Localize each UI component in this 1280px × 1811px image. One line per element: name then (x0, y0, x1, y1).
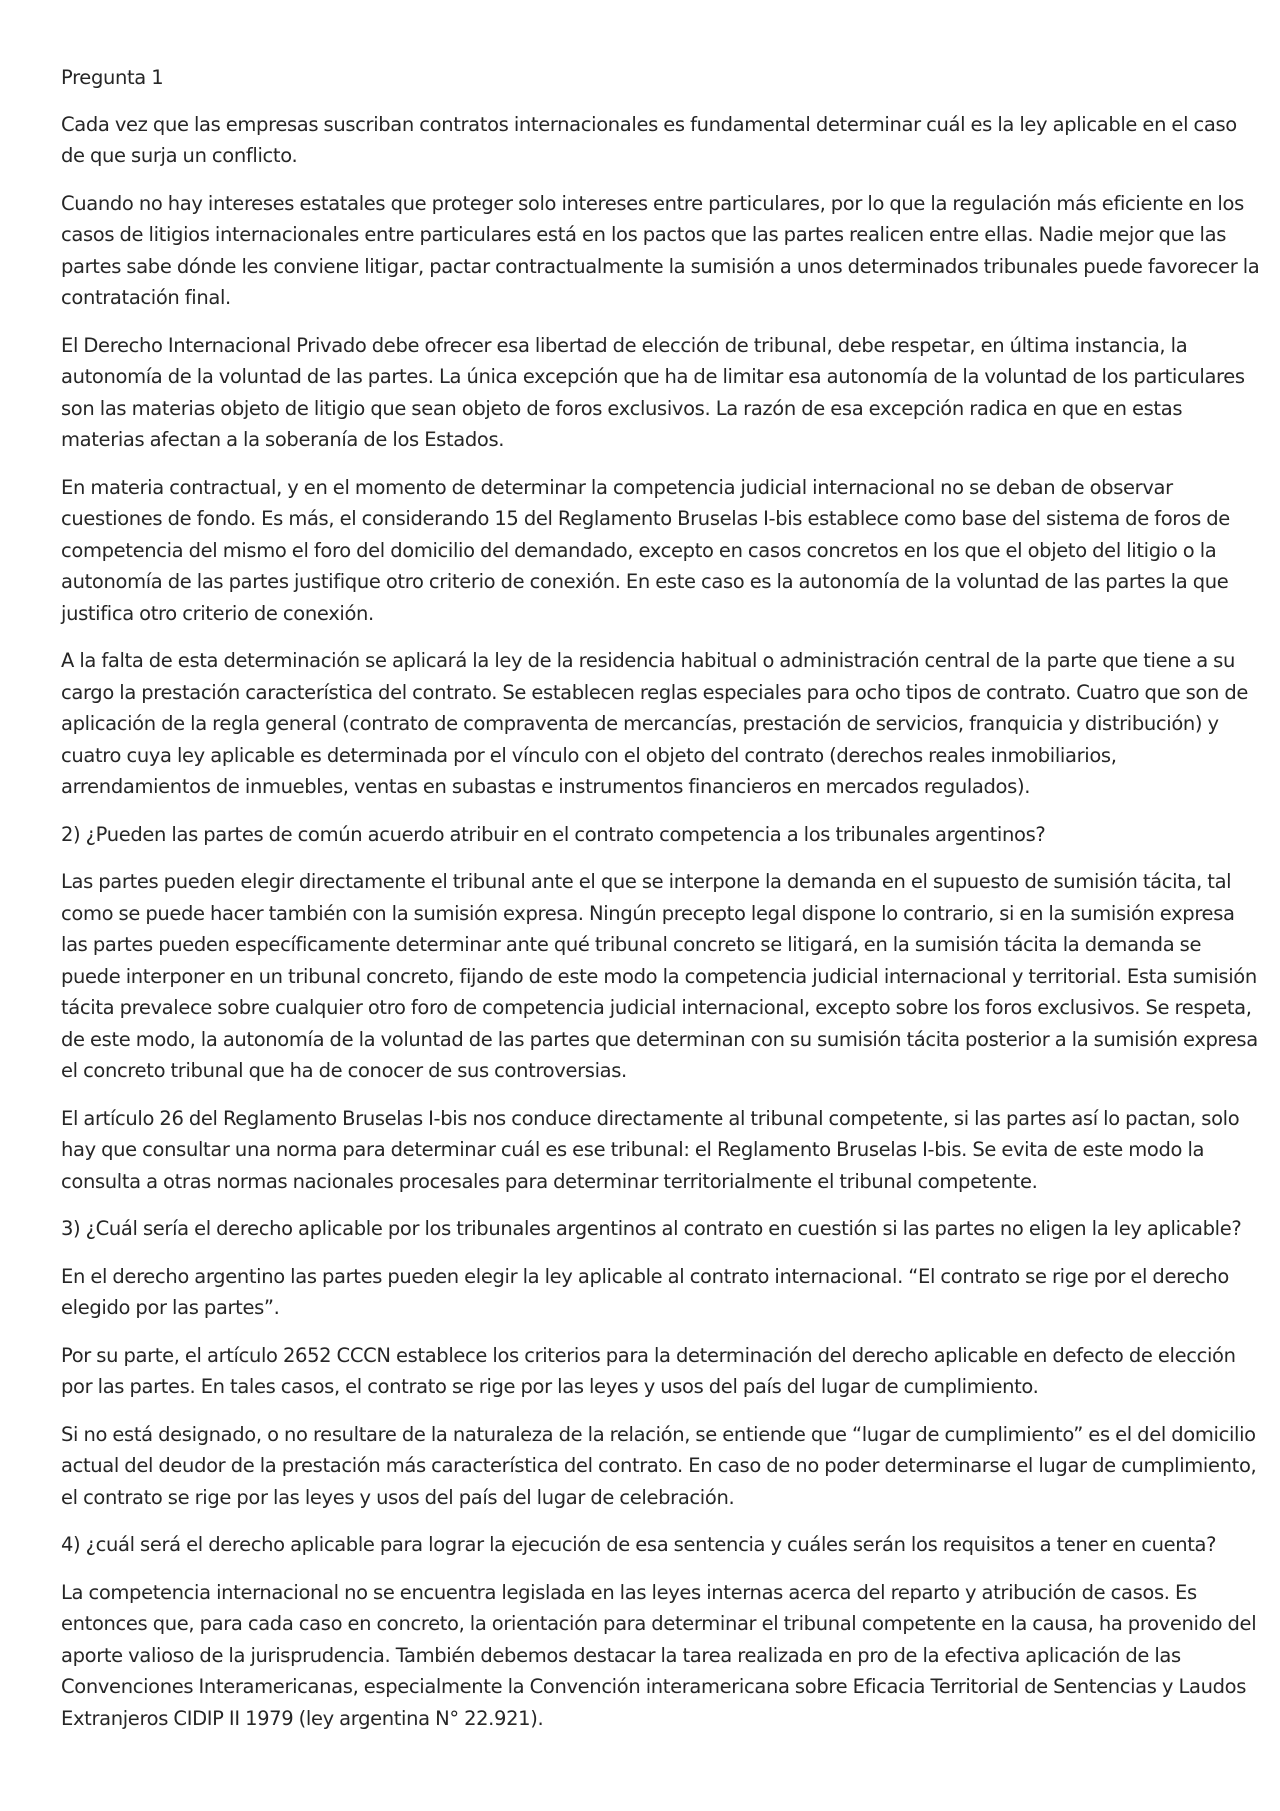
paragraph-argentine-law: En el derecho argentino las partes pueden elegir la ley aplicable al contrato internacional. “El contrato se rige por el derecho elegido por las partes”. (61, 1264, 1229, 1319)
document-title: Pregunta 1 (61, 66, 164, 89)
paragraph-international-competence: La competencia internacional no se encuentra legislada en las leyes internas acerca del reparto y atribución de casos. Es entonces que, para cada caso en concreto, la orientación para determinar el tribunal competente en la causa, ha provenido del aporte valioso de la jurisprudencia. También debemos destacar la tarea realizada en pro de la efectiva aplicación de las Convenciones Interamericanas, especialmente la Convención interamericana sobre Eficacia Territorial de Sentencias y Laudos Extranjeros CIDIP II 1979 (ley argentina N° 22.921). (61, 1580, 1257, 1730)
question-4: 4) ¿cuál será el derecho aplicable para lograr la ejecución de esa sentencia y cuáles serán los requisitos a tener en cuenta? (61, 1533, 1217, 1556)
paragraph-intro: Cada vez que las empresas suscriban contratos internacionales es fundamental determinar cuál es la ley aplicable en el caso de que surja un conflicto. (61, 112, 1237, 167)
document-page (61, 62, 1261, 1750)
paragraph-place-of-performance: Si no está designado, o no resultare de la naturaleza de la relación, se entiende que “lugar de cumplimiento” es el del domicilio actual del deudor de la prestación más característica del contrato. En caso de no poder determinarse el lugar de cumplimiento, el contrato se rige por las leyes y usos del país del lugar de celebración. (61, 1422, 1257, 1509)
paragraph-private-international-law: El Derecho Internacional Privado debe ofrecer esa libertad de elección de tribunal, debe respetar, en última instancia, la autonomía de la voluntad de las partes. La única excepción que ha de limitar esa autonomía de la voluntad de los particulares son las materias objeto de litigio que sean objeto de foros exclusivos. La razón de esa excepción radica en que en estas materias afectan a la soberanía de los Estados. (61, 333, 1245, 451)
question-2: 2) ¿Pueden las partes de común acuerdo atribuir en el contrato competencia a los tribunales argentinos? (61, 822, 1046, 846)
paragraph-tacit-submission: Las partes pueden elegir directamente el tribunal ante el que se interpone la demanda en el supuesto de sumisión tácita, tal como se puede hacer también con la sumisión expresa. Ningún precepto legal dispone lo contrario, si en la sumisión expresa las partes pueden específicamente determinar ante qué tribunal concreto se litigará, en la sumisión tácita la demanda se puede interponer en un tribunal concreto, fijando de este modo la competencia judicial internacional y territorial. Esta sumisión tácita prevalece sobre cualquier otro foro de competencia judicial internacional, excepto sobre los foros exclusivos. Se respeta, de este modo, la autonomía de la voluntad de las partes que determinan con su sumisión tácita posterior a la sumisión expresa el concreto tribunal que ha de conocer de sus controversias. (61, 870, 1258, 1082)
paragraph-state-interests: Cuando no hay intereses estatales que proteger solo intereses entre particulares, por lo que la regulación más eficiente en los casos de litigios internacionales entre particulares está en los pactos que las partes realicen entre ellas. Nadie mejor que las partes sabe dónde les conviene litigar, pactar contractualmente la sumisión a unos determinados tribunales puede favorecer la contratación final. (61, 191, 1260, 309)
paragraph-habitual-residence: A la falta de esta determinación se aplicará la ley de la residencia habitual o administración central de la parte que tiene a su cargo la prestación característica del contrato. Se establecen reglas especiales para ocho tipos de contrato. Cuatro que son de aplicación de la regla general (contrato de compraventa de mercancías, prestación de servicios, franquicia y distribución) y cuatro cuya ley aplicable es determinada por el vínculo con el objeto del contrato (derechos reales inmobiliarios, arrendamientos de inmuebles, ventas en subastas e instrumentos financieros en mercados regulados). (61, 649, 1248, 798)
question-3: 3) ¿Cuál sería el derecho aplicable por los tribunales argentinos al contrato en cuestión si las partes no eligen la ley aplicable? (61, 1217, 1242, 1240)
paragraph-contractual-matters: En materia contractual, y en el momento de determinar la competencia judicial internacional no se deban de observar cuestiones de fondo. Es más, el considerando 15 del Reglamento Bruselas I-bis establece como base del sistema de foros de competencia del mismo el foro del domicilio del demandado, excepto en casos concretos en los que el objeto del litigio o la autonomía de las partes justifique otro criterio de conexión. En este caso es la autonomía de la voluntad de las partes la que justifica otro criterio de conexión. (61, 475, 1230, 625)
paragraph-article-2652: Por su parte, el artículo 2652 CCCN establece los criterios para la determinación del derecho aplicable en defecto de elección por las partes. En tales casos, el contrato se rige por las leyes y usos del país del lugar de cumplimiento. (61, 1343, 1236, 1398)
paragraph-article-26: El artículo 26 del Reglamento Bruselas I-bis nos conduce directamente al tribunal competente, si las partes así lo pactan, solo hay que consultar una norma para determinar cuál es ese tribunal: el Reglamento Bruselas I-bis. Se evita de este modo la consulta a otras normas nacionales procesales para determinar territorialmente el tribunal competente. (61, 1106, 1240, 1193)
